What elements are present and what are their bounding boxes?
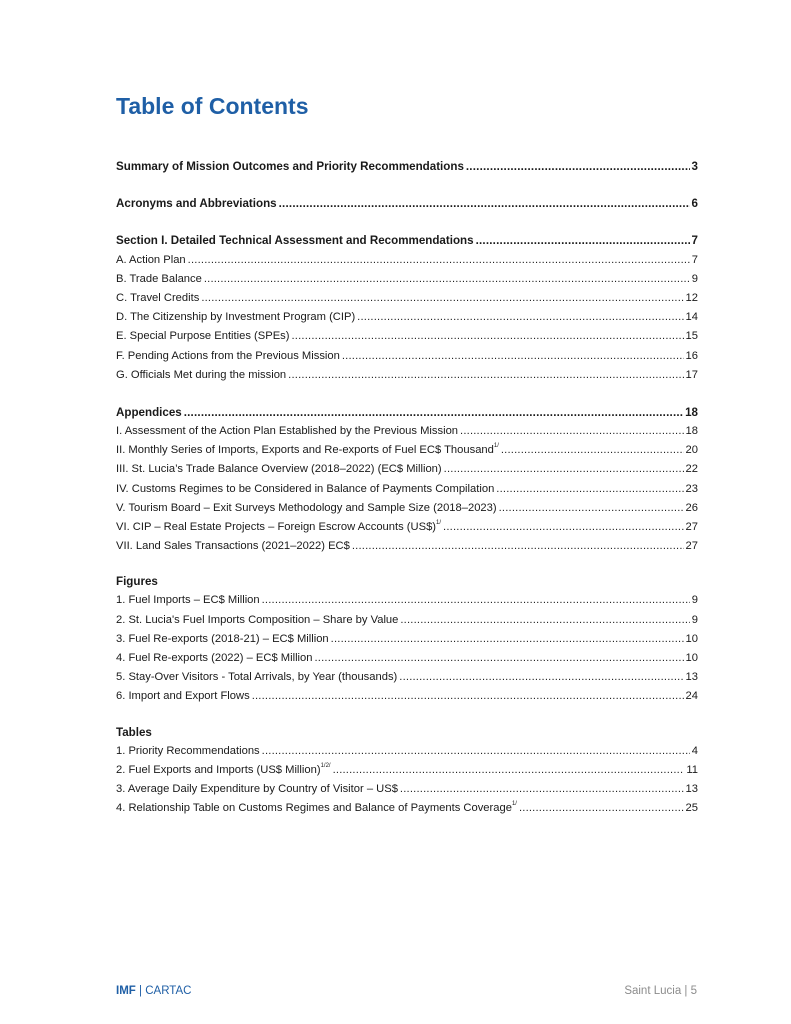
toc-page-number: 27	[685, 540, 698, 553]
toc-entry-text: 4. Fuel Re-exports (2022) – EC$ Million	[116, 651, 313, 664]
appendices-list	[116, 422, 698, 556]
toc-entry-text: C. Travel Credits	[116, 291, 200, 304]
toc-entry-label	[116, 668, 397, 687]
toc-entry-label	[116, 761, 331, 780]
toc-entry[interactable]	[116, 327, 698, 346]
toc-entry[interactable]	[116, 537, 698, 556]
leader-dots	[399, 668, 683, 687]
leader-dots	[444, 460, 684, 479]
toc-entry-label	[116, 611, 398, 630]
leader-dots	[188, 251, 690, 270]
toc-entry[interactable]	[116, 611, 698, 630]
toc-entry-label	[116, 480, 494, 499]
toc-entry-text: II. Monthly Series of Imports, Exports and Re-exports of Fuel EC$ Thousand	[116, 444, 494, 457]
toc-page-number: 17	[685, 368, 698, 381]
leader-dots	[291, 327, 683, 346]
section-1-list	[116, 251, 698, 385]
toc-entry-appendices[interactable]	[116, 403, 698, 422]
leader-dots	[519, 799, 684, 818]
toc-entry-label	[116, 687, 250, 706]
leader-dots	[252, 687, 684, 706]
toc-page-number: 11	[686, 763, 698, 776]
leader-dots	[460, 422, 684, 441]
toc-entry[interactable]	[116, 460, 698, 479]
toc-page-number: 16	[685, 349, 698, 362]
toc-page-number: 18	[685, 405, 698, 419]
toc-entry-text: 3. Average Daily Expenditure by Country of Visitor – US$	[116, 782, 398, 795]
leader-dots	[476, 231, 690, 250]
toc-page-number: 24	[685, 690, 698, 703]
toc-entry-text: F. Pending Actions from the Previous Mission	[116, 349, 340, 362]
toc-entry-text: 1. Fuel Imports – EC$ Million	[116, 594, 260, 607]
toc-entry-text: D. The Citizenship by Investment Program (CIP)	[116, 311, 356, 324]
toc-entry[interactable]	[116, 649, 698, 668]
toc-entry[interactable]	[116, 499, 698, 518]
leader-dots	[501, 441, 684, 460]
toc-entry[interactable]	[116, 742, 698, 761]
toc-entry-label	[116, 270, 202, 289]
leader-dots	[400, 611, 689, 630]
tables-heading: Tables	[116, 725, 152, 739]
toc-entry-text: 1. Priority Recommendations	[116, 744, 260, 757]
toc-entry-label	[116, 780, 398, 799]
toc-page-number: 7	[691, 253, 698, 266]
toc-entry-text: V. Tourism Board – Exit Surveys Methodology and Sample Size (2018–2023)	[116, 501, 497, 514]
leader-dots	[443, 518, 684, 537]
toc-entry[interactable]	[116, 591, 698, 610]
toc-entry-text: A. Action Plan	[116, 253, 186, 266]
toc-entry[interactable]	[116, 366, 698, 385]
toc-entry-label	[116, 742, 260, 761]
toc-entry-label	[116, 308, 355, 327]
toc-entry-summary[interactable]	[116, 157, 698, 176]
toc-entry[interactable]	[116, 630, 698, 649]
leader-dots	[279, 194, 690, 213]
footnote-marker: 1/2/	[320, 762, 331, 769]
toc-entry[interactable]	[116, 251, 698, 270]
toc-page-number: 12	[685, 291, 698, 304]
leader-dots	[204, 270, 690, 289]
toc-entry[interactable]	[116, 270, 698, 289]
toc-entry-label: Appendices	[116, 405, 182, 419]
toc-entry[interactable]	[116, 761, 698, 780]
toc-entry-text: 2. St. Lucia's Fuel Imports Composition – Share by Value	[116, 613, 399, 626]
toc-page-number: 10	[685, 632, 698, 645]
leader-dots	[262, 742, 690, 761]
leader-dots	[466, 157, 690, 176]
leader-dots	[201, 289, 683, 308]
figures-heading: Figures	[116, 575, 158, 589]
toc-entry-text: G. Officials Met during the mission	[116, 368, 287, 381]
toc-entry[interactable]	[116, 480, 698, 499]
toc-page-number: 25	[685, 802, 698, 815]
leader-dots	[342, 347, 684, 366]
leader-dots	[315, 649, 684, 668]
toc-page-number: 10	[685, 651, 698, 664]
page-title: Table of Contents	[116, 93, 309, 119]
toc-entry-label	[116, 251, 186, 270]
toc-page-number: 22	[685, 463, 698, 476]
toc-entry[interactable]	[116, 441, 698, 460]
toc-entry-label	[116, 347, 340, 366]
imf-logo-text: IMF	[116, 985, 136, 997]
toc-page-number: 6	[691, 197, 698, 211]
toc-page-number: 15	[685, 330, 698, 343]
toc-entry-label	[116, 591, 260, 610]
toc-page-number: 13	[685, 782, 698, 795]
toc-entry[interactable]	[116, 668, 698, 687]
toc-entry-text: III. St. Lucia’s Trade Balance Overview (2018–2022) (EC$ Million)	[116, 463, 442, 476]
toc-entry-label	[116, 327, 289, 346]
footer-page-info: Saint Lucia | 5	[624, 985, 697, 997]
footnote-marker: 1/	[493, 443, 499, 450]
toc-page-number: 27	[685, 521, 698, 533]
footnote-marker: 1/	[511, 801, 517, 808]
leader-dots	[184, 403, 683, 422]
toc-entry-label	[116, 518, 441, 537]
toc-page-number: 18	[685, 425, 698, 438]
toc-entry[interactable]	[116, 308, 698, 327]
leader-dots	[400, 780, 684, 799]
footnote-marker: 1/	[436, 520, 442, 526]
leader-dots	[333, 761, 685, 780]
toc-entry[interactable]	[116, 518, 698, 537]
toc-entry-text: IV. Customs Regimes to be Considered in Balance of Payments Compilation	[116, 482, 495, 495]
toc-entry[interactable]	[116, 780, 698, 799]
toc-entry-label: Acronyms and Abbreviations	[116, 197, 277, 211]
toc-entry-label	[116, 649, 313, 668]
toc-entry-label	[116, 441, 499, 460]
toc-entry[interactable]	[116, 687, 698, 706]
toc-entry-label	[116, 366, 286, 385]
toc-entry-label	[116, 422, 458, 441]
toc-entry-label: Section I. Detailed Technical Assessment and Recommendations	[116, 234, 474, 248]
cartac-text: CARTAC	[145, 985, 192, 997]
toc-page-number: 3	[691, 160, 698, 173]
toc-page-number: 23	[685, 482, 698, 495]
toc-entry[interactable]	[116, 289, 698, 308]
leader-dots	[288, 366, 683, 385]
toc-page-number: 9	[691, 272, 698, 285]
toc-entry-label	[116, 799, 517, 818]
leader-dots	[262, 591, 690, 610]
toc-entry-text: 4. Relationship Table on Customs Regimes and Balance of Payments Coverage	[116, 802, 512, 815]
toc-page-number: 14	[685, 311, 698, 324]
toc-entry-text: I. Assessment of the Action Plan Established by the Previous Mission	[116, 425, 459, 438]
toc-page-number: 13	[685, 671, 698, 684]
leader-dots	[357, 308, 683, 327]
toc-entry-text: E. Special Purpose Entities (SPEs)	[116, 330, 290, 343]
toc-entry-label	[116, 630, 329, 649]
toc-entry-text: VII. Land Sales Transactions (2021–2022) EC$	[116, 540, 350, 553]
footer-separator: |	[139, 985, 143, 997]
leader-dots	[331, 630, 684, 649]
toc-entry[interactable]	[116, 422, 698, 441]
toc-entry-label	[116, 537, 350, 556]
toc-entry-text: 6. Import and Export Flows	[116, 690, 250, 703]
toc-page-number: 26	[685, 501, 698, 514]
toc-entry-label: Summary of Mission Outcomes and Priority Recommendations	[116, 160, 464, 173]
toc-entry-label	[116, 289, 199, 308]
toc-entry-section-1[interactable]	[116, 231, 698, 250]
toc-entry-text: VI. CIP – Real Estate Projects – Foreign Escrow Accounts (US$)	[116, 521, 437, 533]
toc-entry-text: 2. Fuel Exports and Imports (US$ Million)	[116, 763, 321, 776]
figures-list	[116, 591, 698, 706]
toc-entry-text: 3. Fuel Re-exports (2018-21) – EC$ Million	[116, 632, 329, 645]
footer-brand	[116, 985, 191, 997]
toc-entry-text: 5. Stay-Over Visitors - Total Arrivals, by Year (thousands)	[116, 671, 398, 684]
leader-dots	[496, 480, 683, 499]
toc-page-number: 20	[685, 444, 698, 457]
leader-dots	[499, 499, 684, 518]
toc-entry[interactable]	[116, 347, 698, 366]
toc-page-number: 4	[691, 744, 698, 757]
toc-entry-label	[116, 499, 497, 518]
toc-entry-acronyms[interactable]	[116, 194, 698, 213]
toc-page-number: 9	[691, 594, 698, 607]
table-of-contents	[116, 157, 698, 818]
toc-entry-label	[116, 460, 442, 479]
toc-entry[interactable]	[116, 799, 698, 818]
toc-page-number: 9	[691, 613, 698, 626]
toc-page-number: 7	[691, 234, 698, 248]
toc-entry-text: B. Trade Balance	[116, 272, 202, 285]
leader-dots	[352, 537, 684, 556]
tables-list	[116, 742, 698, 819]
